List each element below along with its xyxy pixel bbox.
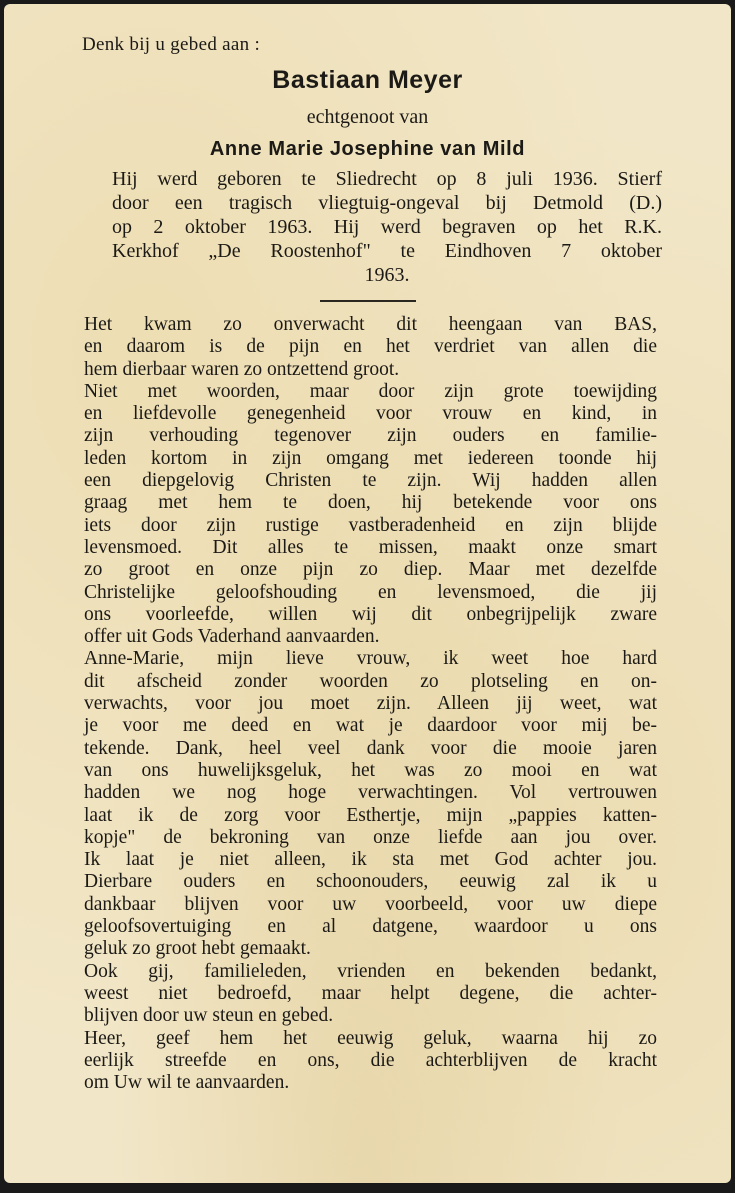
tribute-line: zijn verhouding tegenover zijn ouders en familie- xyxy=(84,425,657,447)
tribute-line: je voor me deed en wat je daardoor voor mij be- xyxy=(84,715,657,737)
spouse-of-label: echtgenoot van xyxy=(306,106,429,128)
tribute-line: en daarom is de pijn en het verdriet van allen die xyxy=(84,336,657,358)
tribute-line: levensmoed. Dit alles te missen, maakt onze smart xyxy=(84,536,657,558)
tribute-line: leden kortom in zijn omgang met iedereen toonde hij xyxy=(84,447,657,469)
bio-line: op 2 oktober 1963. Hij werd begraven op het R.K. xyxy=(112,216,662,238)
tribute-line: dankbaar blijven voor uw voorbeeld, voor uw diepe xyxy=(84,893,657,915)
tribute-line: hem dierbaar waren zo ontzettend groot. xyxy=(84,358,400,380)
tribute-line: Heer, geef hem het eeuwig geluk, waarna hij zo xyxy=(84,1027,657,1049)
spouse-name: Anne Marie Josephine van Mild xyxy=(209,138,526,160)
tribute-line: zo groot en onze pijn zo diep. Maar met dezelfde xyxy=(84,559,657,581)
tribute-line: hadden we nog hoge verwachtingen. Vol vertrouwen xyxy=(84,782,657,804)
tribute-line: Niet met woorden, maar door zijn grote toewijding xyxy=(84,380,657,402)
tribute-line: Anne-Marie, mijn lieve vrouw, ik weet hoe hard xyxy=(84,648,657,670)
tribute-line: geloofsovertuiging en al datgene, waardoor u ons xyxy=(84,916,657,938)
tribute-line: weest niet bedroefd, maar helpt degene, die achter- xyxy=(84,982,657,1004)
divider xyxy=(320,300,416,302)
intro-line: Denk bij u gebed aan : xyxy=(82,34,261,55)
tribute-line: van ons huwelijksgeluk, het was zo mooi en wat xyxy=(84,759,657,781)
tribute-line: een diepgelovig Christen te zijn. Wij hadden allen xyxy=(84,470,657,492)
tribute-line: iets door zijn rustige vastberadenheid en zijn blijde xyxy=(84,514,657,536)
tribute-line: Dierbare ouders en schoonouders, eeuwig zal ik u xyxy=(84,871,657,893)
tribute-line: dit afscheid zonder woorden zo plotseling en on- xyxy=(84,670,657,692)
bio-line: door een tragisch vliegtuig-ongeval bij Detmold (D.) xyxy=(112,192,662,214)
tribute-line: geluk zo groot hebt gemaakt. xyxy=(84,938,311,960)
bio-line: Hij werd geboren te Sliedrecht op 8 juli 1936. Stierf xyxy=(112,168,662,190)
tribute-line: graag met hem te doen, hij betekende voor ons xyxy=(84,492,657,514)
tribute-line: om Uw wil te aanvaarden. xyxy=(84,1072,290,1094)
tribute-line: Christelijke geloofshouding en levensmoed, die jij xyxy=(84,581,657,603)
tribute-line: laat ik de zorg voor Esthertje, mijn „pappies katten- xyxy=(84,804,657,826)
tribute-line: blijven door uw steun en gebed. xyxy=(84,1005,334,1027)
tribute-line: tekende. Dank, heel veel dank voor die mooie jaren xyxy=(84,737,657,759)
tribute-line: kopje" de bekroning van onze liefde aan jou over. xyxy=(84,826,657,848)
tribute-line: en liefdevolle genegenheid voor vrouw en kind, in xyxy=(84,403,657,425)
deceased-name: Bastiaan Meyer xyxy=(272,66,463,94)
tribute-text xyxy=(84,314,657,1094)
memorial-card xyxy=(4,4,731,1183)
biography xyxy=(112,167,662,287)
tribute-line: offer uit Gods Vaderhand aanvaarden. xyxy=(84,626,380,648)
tribute-line: Ik laat je niet alleen, ik sta met God achter jou. xyxy=(84,849,657,871)
tribute-line: eerlijk streefde en ons, die achterblijven de kracht xyxy=(84,1049,657,1071)
bio-line: 1963. xyxy=(364,264,410,286)
tribute-line: Ook gij, familieleden, vrienden en bekenden bedankt, xyxy=(84,960,657,982)
bio-line: Kerkhof „De Roostenhof" te Eindhoven 7 oktober xyxy=(112,240,662,262)
tribute-line: Het kwam zo onverwacht dit heengaan van BAS, xyxy=(84,314,657,335)
tribute-line: ons voorleefde, willen wij dit onbegrijpelijk zware xyxy=(84,603,657,625)
tribute-line: verwachts, voor jou moet zijn. Alleen jij weet, wat xyxy=(84,693,657,715)
